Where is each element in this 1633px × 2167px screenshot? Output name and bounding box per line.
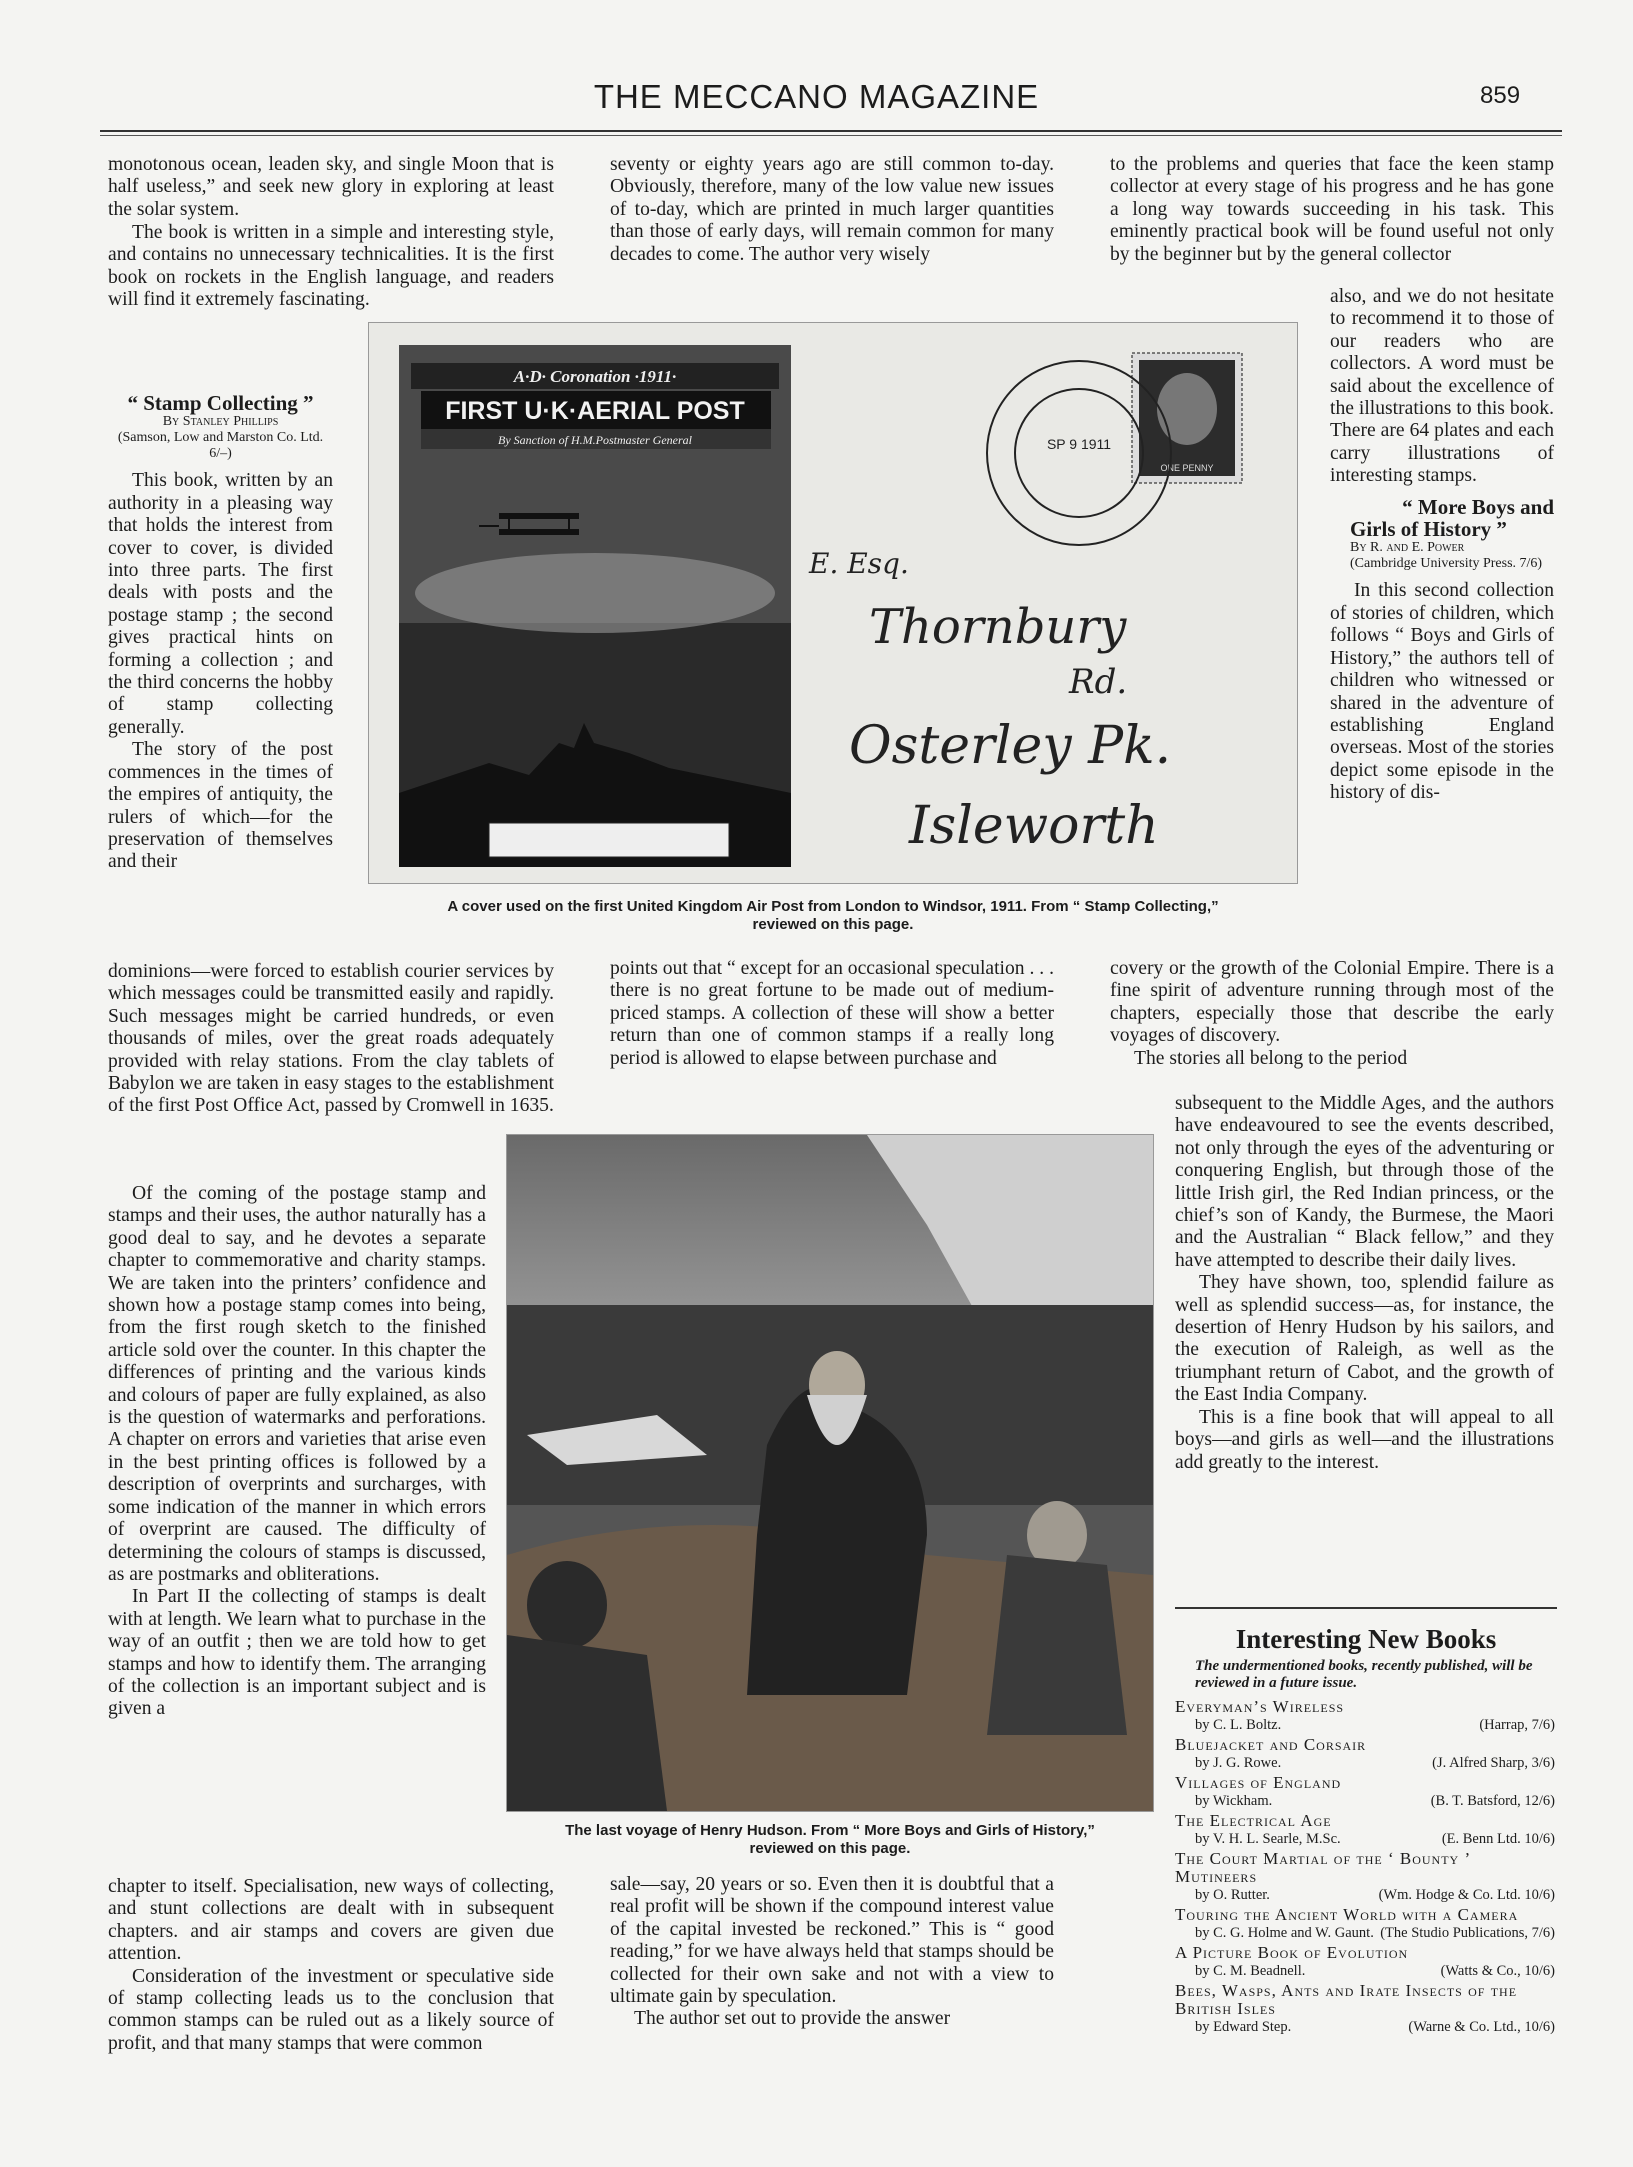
book-entry — [1175, 1736, 1555, 1772]
address-line: E. Esq. — [809, 547, 909, 580]
banner-main: FIRST U·K·AERIAL POST — [445, 397, 745, 425]
banner-sub: By Sanction of H.M.Postmaster General — [498, 433, 692, 447]
review-author: By Stanley Phillips — [162, 414, 279, 430]
header-rule-thin — [100, 135, 1562, 136]
paragraph: monotonous ocean, leaden sky, and single Moon that is half useless,” and seek new glory in exploring at least the solar system. — [108, 154, 554, 220]
magazine-title: THE MECCANO MAGAZINE — [593, 78, 1040, 115]
book-entry — [1175, 1698, 1555, 1734]
paragraph: In Part II the collecting of stamps is dealt with at length. We learn what to purchase in the way of an outfit ; then we are told how to get stamps and how to identify them. The arranging of the collection is an important subject and is given a — [108, 1586, 486, 1720]
paragraph: This book, written by an authority in a pleasing way that holds the interest from cover to cover, is divided into three parts. The first deals with posts and the postage stamp ; the second gives practical hints on forming a collection ; and the third concerns the hobby of stamp collecting generally. — [108, 470, 333, 738]
column-2-middle — [610, 958, 1054, 1070]
book-publisher: (The Studio Publications, 7/6) — [1380, 1925, 1555, 1941]
book-publisher: (B. T. Batsford, 12/6) — [1430, 1793, 1555, 1809]
column-3-beside-figure-2 — [1175, 1093, 1554, 1474]
paragraph: covery or the growth of the Colonial Empire. There is a fine spirit of adventure running through most of the chapters, especially those that describe the early voyages of discovery. — [1110, 958, 1554, 1047]
paragraph: to the problems and queries that face the keen stamp collector at every stage of his progress and he has gone a long way towards succeeding in his task. This eminently practical book will be found useful not only by the beginner but by the general collector — [1110, 154, 1554, 265]
review-publisher: (Samson, Low and Marston Co. Ltd. 6/–) — [117, 430, 324, 462]
book-author: by Wickham. — [1195, 1793, 1273, 1809]
book-author: by C. L. Boltz. — [1195, 1717, 1282, 1733]
new-books-intro: The undermentioned books, recently published, will be reviewed in a future issue. — [1195, 1658, 1533, 1691]
books-rule — [1175, 1607, 1557, 1609]
book-title: Touring the Ancient World with a Camera — [1175, 1905, 1519, 1924]
postmark-icon — [987, 361, 1171, 545]
column-3-beside-figure — [1330, 286, 1554, 805]
book-title: Everyman’s Wireless — [1175, 1697, 1345, 1716]
paragraph: seventy or eighty years ago are still common to-day. Obviously, therefore, many of the low value new issues of to-day, which are printed in much larger quantities than those of early days, will remain common for many decades to come. The author very wisely — [610, 154, 1054, 265]
paragraph: This is a fine book that will appeal to all boys—and girls as well—and the illustrations add greatly to the interest. — [1175, 1406, 1554, 1473]
paragraph: They have shown, too, splendid failure as well as splendid success—as, for instance, the desertion of Henry Hudson by his sailors, and the execution of Raleigh, as well as the triumphant return of Cabot, and the growth of the East India Company. — [1175, 1272, 1554, 1406]
book-title: Villages of England — [1175, 1773, 1342, 1792]
new-books-title: Interesting New Books — [1235, 1624, 1497, 1654]
book-author: by Edward Step. — [1195, 2019, 1292, 2035]
paragraph: dominions—were forced to establish courier services by which messages could be transmitted easily and rapidly. Such messages might be carried hundreds, or even thousands of miles, over the great roads adequately provided with relay stations. From the clay tablets of Babylon we are taken in easy stages to the establishment of the first Post Office Act, passed by Cromwell in 1635. — [108, 961, 554, 1117]
column-1-top — [108, 154, 554, 221]
postage-stamp-icon — [1132, 353, 1242, 483]
paragraph: chapter to itself. Specialisation, new ways of collecting, and stunt collections are dealt with in subsequent chapters. and air stamps and covers are given due attention. — [108, 1876, 554, 1965]
address-line: Thornbury — [869, 599, 1127, 655]
paragraph: The book is written in a simple and interesting style, and contains no unnecessary technicalities. It is the first book on rockets in the English language, and readers will find it extremely fascinating. — [108, 222, 554, 311]
column-2-top — [610, 154, 1054, 266]
address-line: Osterley Pk. — [849, 716, 1172, 776]
paragraph: also, and we do not hesitate to recommend it to those of our readers who are collectors. A word must be said about the excellence of the illustrations to this book. There are 64 plates and each carry illustrations of interesting stamps. — [1330, 286, 1554, 487]
address-line: Isleworth — [909, 796, 1159, 856]
column-1-middle — [108, 961, 554, 1131]
new-books-list — [1175, 1698, 1555, 2038]
paragraph: sale—say, 20 years or so. Even then it is doubtful that a real profit will be shown if the compound interest value of the capital invested be reckoned.” This is “ good reading,” for we have always held that stamps should be collected for their own sake and not with a view to ultimate gain by speculation. — [610, 1874, 1054, 2008]
column-3-middle — [1110, 958, 1554, 1070]
henry-hudson-painting — [506, 1134, 1154, 1812]
book-publisher: (Harrap, 7/6) — [1479, 1717, 1555, 1733]
paragraph: subsequent to the Middle Ages, and the authors have endeavoured to see the events described, not only through the eyes of the adventuring or conquering English, but through those of the little Irish girl, the Red Indian princess, or the chief’s son of Kandy, the Burmese, the Maori and the Australian “ Black fellow,” and they have attempted to describe their daily lives. — [1175, 1093, 1554, 1271]
book-title: A Picture Book of Evolution — [1175, 1943, 1409, 1962]
book-publisher: (Wm. Hodge & Co. Ltd. 10/6) — [1378, 1887, 1555, 1903]
air-post-cover-figure — [368, 322, 1298, 884]
paragraph: In this second collection of stories of children, which follows “ Boys and Girls of History,” the authors tell of children who witnessed or shared in the adventure of establishing England overseas. Most of the stories depict some episode in the history of dis- — [1330, 580, 1554, 804]
review-publisher: (Cambridge University Press. 7/6) — [1350, 556, 1543, 572]
figure-1-caption: A cover used on the first United Kingdom Air Post from London to Windsor, 1911. From “ Stamp Collecting,” reviewed on this page. — [447, 898, 1219, 933]
book-author: by V. H. L. Searle, M.Sc. — [1195, 1831, 1341, 1847]
book-entry — [1175, 1812, 1555, 1848]
paragraph: Consideration of the investment or speculative side of stamp collecting leads us to the conclusion that common stamps can be ruled out as a likely source of profit, and that many stamps that were common — [108, 1965, 554, 2054]
review-heading-more-boys: “ More Boys and Girls of History ” — [1350, 494, 1554, 542]
postmark-date: SP 9 1911 — [1046, 436, 1112, 452]
figure-2-caption: The last voyage of Henry Hudson. From “ More Boys and Girls of History,” reviewed on this page. — [565, 1822, 1095, 1857]
book-title: The Court Martial of the ‘ Bounty ’ Mutineers — [1175, 1849, 1470, 1886]
book-publisher: (E. Benn Ltd. 10/6) — [1441, 1831, 1555, 1847]
book-publisher: (J. Alfred Sharp, 3/6) — [1432, 1755, 1555, 1771]
paragraph: The story of the post commences in the times of the empires of antiquity, the rulers of which—for the preservation of themselves and their — [108, 739, 333, 873]
paragraph: Of the coming of the postage stamp and stamps and their uses, the author naturally has a good deal to say, and he devotes a separate chapter to commemorative and charity stamps. We are taken into the printers’ confidence and shown how a postage stamp comes into being, from the first rough sketch to the finished article sold over the counter. In this chapter the differences of printing and the various kinds and colours of paper are fully explained, as also is the question of watermarks and perforations. A chapter on errors and varieties that arise even in the best printing offices is followed by a description of overprints and surcharges, with some indication of the manner in which errors of overprint are caused. The difficulty of determining the colours of stamps is discussed, as are postmarks and obliterations. — [108, 1183, 486, 1585]
paragraph: points out that “ except for an occasional speculation . . . there is no great fortune to be made out of medium-priced stamps. A collection of these will show a better return than one of common stamps if a really long period is allowed to elapse between purchase and — [610, 958, 1054, 1069]
book-entry — [1175, 1944, 1555, 1980]
book-author: by C. M. Beadnell. — [1195, 1963, 1306, 1979]
column-2-bottom — [610, 1874, 1054, 2031]
paragraph: The stories all belong to the period — [1134, 1047, 1408, 1069]
book-entry — [1175, 1982, 1555, 2036]
book-title: Bees, Wasps, Ants and Irate Insects of the British Isles — [1175, 1981, 1518, 2018]
book-title: Bluejacket and Corsair — [1175, 1735, 1367, 1754]
column-1-beside-figure-2 — [108, 1183, 486, 1721]
column-1-bottom — [108, 1876, 554, 2055]
book-author: by C. G. Holme and W. Gaunt. — [1195, 1925, 1374, 1941]
air-post-cover-illustration — [369, 323, 1297, 883]
column-3-top — [1110, 154, 1554, 266]
book-author: by J. G. Rowe. — [1195, 1755, 1282, 1771]
paragraph: The author set out to provide the answer — [634, 2008, 951, 2030]
banner-top: A·D· Coronation ·1911· — [513, 367, 677, 386]
henry-hudson-illustration — [507, 1135, 1153, 1811]
stamp-label: ONE PENNY — [1160, 463, 1214, 473]
address-line: Rd. — [1069, 662, 1128, 702]
book-entry — [1175, 1850, 1555, 1904]
handwritten-address — [808, 547, 1171, 856]
review-author: By R. and E. Power — [1350, 540, 1465, 556]
book-author: by O. Rutter. — [1195, 1887, 1270, 1903]
book-publisher: (Warne & Co. Ltd., 10/6) — [1408, 2019, 1555, 2035]
page-number: 859 — [1480, 82, 1521, 109]
book-entry — [1175, 1906, 1555, 1942]
review-heading-stamp-collecting: “ Stamp Collecting ” — [127, 391, 314, 415]
book-title: The Electrical Age — [1175, 1811, 1332, 1830]
header-rule — [100, 130, 1562, 132]
column-1-narrow — [108, 222, 554, 311]
book-publisher: (Watts & Co., 10/6) — [1440, 1963, 1555, 1979]
column-1-beside-figure — [108, 386, 333, 874]
book-entry — [1175, 1774, 1555, 1810]
